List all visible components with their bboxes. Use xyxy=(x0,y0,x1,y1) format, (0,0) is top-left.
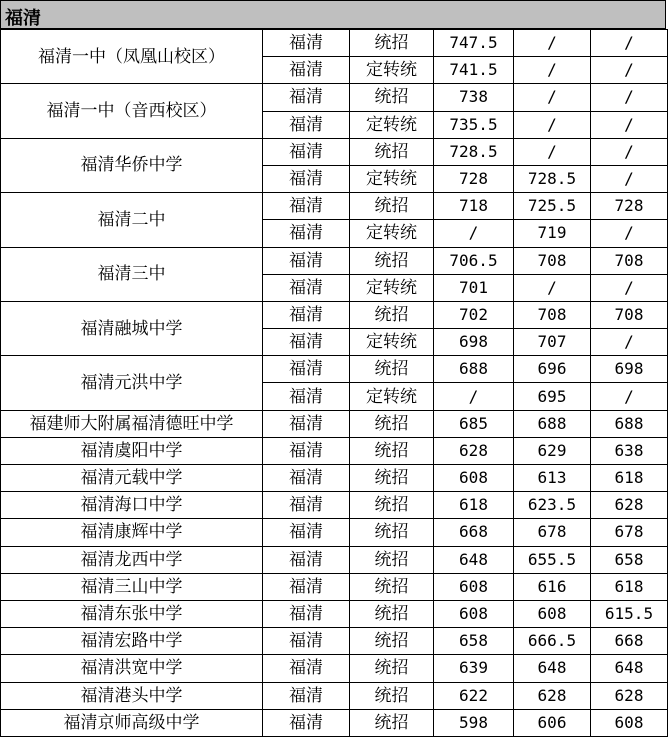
table-row xyxy=(1,628,668,655)
region-cell: 福清 xyxy=(263,383,350,410)
table-row xyxy=(1,600,668,627)
admission-type-cell: 统招 xyxy=(350,193,434,220)
score-cell-2: 719 xyxy=(514,220,591,247)
score-cell-1: 747.5 xyxy=(434,30,514,57)
score-cell-1: 718 xyxy=(434,193,514,220)
score-cell-3: 618 xyxy=(591,573,668,600)
table-row xyxy=(1,30,668,57)
score-cell-2: 616 xyxy=(514,573,591,600)
admission-type-cell: 定转统 xyxy=(350,220,434,247)
score-cell-1: 741.5 xyxy=(434,57,514,84)
score-cell-1: 608 xyxy=(434,600,514,627)
admission-type-cell: 定转统 xyxy=(350,329,434,356)
school-name: 福清海口中学 xyxy=(1,492,263,519)
admission-type-cell: 统招 xyxy=(350,247,434,274)
score-cell-3: / xyxy=(591,138,668,165)
school-name: 福清二中 xyxy=(1,193,263,247)
score-cell-1: 608 xyxy=(434,573,514,600)
section-header xyxy=(0,0,666,29)
score-cell-2: 728.5 xyxy=(514,165,591,192)
score-cell-1: 628 xyxy=(434,437,514,464)
score-cell-3: / xyxy=(591,84,668,111)
admission-type-cell: 统招 xyxy=(350,709,434,736)
region-cell: 福清 xyxy=(263,193,350,220)
score-cell-2: 666.5 xyxy=(514,628,591,655)
school-name: 福清元洪中学 xyxy=(1,356,263,410)
admission-type-cell: 定转统 xyxy=(350,383,434,410)
admission-type-cell: 统招 xyxy=(350,301,434,328)
admission-type-cell: 统招 xyxy=(350,682,434,709)
region-cell: 福清 xyxy=(263,410,350,437)
admission-type-cell: 统招 xyxy=(350,437,434,464)
score-cell-3: / xyxy=(591,329,668,356)
admission-type-cell: 统招 xyxy=(350,465,434,492)
score-cell-1: 639 xyxy=(434,655,514,682)
region-cell: 福清 xyxy=(263,519,350,546)
score-cell-3: 658 xyxy=(591,546,668,573)
school-name: 福清龙西中学 xyxy=(1,546,263,573)
admission-type-cell: 定转统 xyxy=(350,57,434,84)
score-cell-1: 728.5 xyxy=(434,138,514,165)
score-cell-1: 648 xyxy=(434,546,514,573)
score-cell-2: 606 xyxy=(514,709,591,736)
score-cell-2: 648 xyxy=(514,655,591,682)
score-cell-3: 615.5 xyxy=(591,600,668,627)
school-name: 福清元载中学 xyxy=(1,465,263,492)
admission-type-cell: 统招 xyxy=(350,356,434,383)
table-row xyxy=(1,138,668,165)
score-cell-1: 685 xyxy=(434,410,514,437)
score-cell-2: 629 xyxy=(514,437,591,464)
admission-type-cell: 统招 xyxy=(350,410,434,437)
score-cell-3: / xyxy=(591,274,668,301)
table-row xyxy=(1,546,668,573)
region-cell: 福清 xyxy=(263,628,350,655)
section-title: 福清 xyxy=(5,8,41,29)
score-cell-2: 623.5 xyxy=(514,492,591,519)
table-row xyxy=(1,247,668,274)
score-cell-2: 678 xyxy=(514,519,591,546)
school-name: 福清华侨中学 xyxy=(1,138,263,192)
table-row xyxy=(1,410,668,437)
score-cell-3: 728 xyxy=(591,193,668,220)
table-row xyxy=(1,84,668,111)
score-cell-2: 708 xyxy=(514,247,591,274)
admission-type-cell: 统招 xyxy=(350,492,434,519)
score-cell-3: / xyxy=(591,30,668,57)
table-row xyxy=(1,519,668,546)
score-cell-2: / xyxy=(514,111,591,138)
score-cell-1: 738 xyxy=(434,84,514,111)
score-cell-1: 668 xyxy=(434,519,514,546)
region-cell: 福清 xyxy=(263,655,350,682)
score-cell-3: / xyxy=(591,383,668,410)
region-cell: 福清 xyxy=(263,84,350,111)
school-name: 福清三中 xyxy=(1,247,263,301)
table-row xyxy=(1,655,668,682)
score-cell-1: 706.5 xyxy=(434,247,514,274)
region-cell: 福清 xyxy=(263,220,350,247)
score-cell-2: 725.5 xyxy=(514,193,591,220)
table-row xyxy=(1,682,668,709)
region-cell: 福清 xyxy=(263,165,350,192)
school-name: 福清洪宽中学 xyxy=(1,655,263,682)
score-cell-1: 728 xyxy=(434,165,514,192)
score-cell-3: 628 xyxy=(591,492,668,519)
table-row xyxy=(1,301,668,328)
admission-type-cell: 统招 xyxy=(350,546,434,573)
table-row xyxy=(1,465,668,492)
region-cell: 福清 xyxy=(263,600,350,627)
score-cell-3: 678 xyxy=(591,519,668,546)
region-cell: 福清 xyxy=(263,492,350,519)
school-name: 福清融城中学 xyxy=(1,301,263,355)
score-cell-1: 622 xyxy=(434,682,514,709)
score-cell-1: / xyxy=(434,383,514,410)
admission-type-cell: 定转统 xyxy=(350,111,434,138)
score-cell-2: 696 xyxy=(514,356,591,383)
admission-type-cell: 统招 xyxy=(350,573,434,600)
school-name: 福清康辉中学 xyxy=(1,519,263,546)
score-cell-3: 618 xyxy=(591,465,668,492)
admission-type-cell: 统招 xyxy=(350,655,434,682)
score-cell-2: 613 xyxy=(514,465,591,492)
admission-type-cell: 定转统 xyxy=(350,274,434,301)
score-cell-2: 688 xyxy=(514,410,591,437)
table-row xyxy=(1,356,668,383)
score-cell-2: / xyxy=(514,84,591,111)
region-cell: 福清 xyxy=(263,301,350,328)
score-cell-2: / xyxy=(514,30,591,57)
score-cell-3: 638 xyxy=(591,437,668,464)
score-cell-2: 608 xyxy=(514,600,591,627)
score-cell-3: 708 xyxy=(591,301,668,328)
score-cell-2: / xyxy=(514,138,591,165)
score-cell-3: 608 xyxy=(591,709,668,736)
admission-type-cell: 统招 xyxy=(350,138,434,165)
region-cell: 福清 xyxy=(263,437,350,464)
score-cell-3: 668 xyxy=(591,628,668,655)
table-row xyxy=(1,573,668,600)
table-row xyxy=(1,437,668,464)
region-cell: 福清 xyxy=(263,274,350,301)
score-cell-1: 735.5 xyxy=(434,111,514,138)
school-name: 福清一中（凤凰山校区） xyxy=(1,30,263,84)
admission-type-cell: 统招 xyxy=(350,84,434,111)
score-cell-3: 688 xyxy=(591,410,668,437)
score-cell-1: 701 xyxy=(434,274,514,301)
region-cell: 福清 xyxy=(263,709,350,736)
score-cell-2: 628 xyxy=(514,682,591,709)
score-cell-2: / xyxy=(514,274,591,301)
score-cell-3: 628 xyxy=(591,682,668,709)
score-cell-1: 598 xyxy=(434,709,514,736)
school-name: 福清虞阳中学 xyxy=(1,437,263,464)
region-cell: 福清 xyxy=(263,546,350,573)
region-cell: 福清 xyxy=(263,111,350,138)
region-cell: 福清 xyxy=(263,30,350,57)
admission-type-cell: 统招 xyxy=(350,600,434,627)
score-cell-1: 698 xyxy=(434,329,514,356)
score-cell-2: 708 xyxy=(514,301,591,328)
score-cell-1: 658 xyxy=(434,628,514,655)
region-cell: 福清 xyxy=(263,329,350,356)
region-cell: 福清 xyxy=(263,247,350,274)
admission-type-cell: 统招 xyxy=(350,628,434,655)
score-cell-2: / xyxy=(514,57,591,84)
table-row xyxy=(1,709,668,736)
region-cell: 福清 xyxy=(263,138,350,165)
score-cell-3: / xyxy=(591,111,668,138)
score-cell-3: 708 xyxy=(591,247,668,274)
table-row xyxy=(1,193,668,220)
score-table xyxy=(0,29,668,737)
region-cell: 福清 xyxy=(263,682,350,709)
score-cell-3: / xyxy=(591,165,668,192)
school-name: 福清东张中学 xyxy=(1,600,263,627)
score-cell-2: 695 xyxy=(514,383,591,410)
score-cell-1: 618 xyxy=(434,492,514,519)
score-cell-1: 608 xyxy=(434,465,514,492)
score-cell-1: / xyxy=(434,220,514,247)
admission-type-cell: 定转统 xyxy=(350,165,434,192)
score-cell-3: / xyxy=(591,57,668,84)
school-name: 福建师大附属福清德旺中学 xyxy=(1,410,263,437)
score-cell-3: 698 xyxy=(591,356,668,383)
school-name: 福清三山中学 xyxy=(1,573,263,600)
school-name: 福清港头中学 xyxy=(1,682,263,709)
table-row xyxy=(1,492,668,519)
score-cell-1: 702 xyxy=(434,301,514,328)
school-name: 福清一中（音西校区） xyxy=(1,84,263,138)
admission-type-cell: 统招 xyxy=(350,519,434,546)
score-cell-2: 655.5 xyxy=(514,546,591,573)
region-cell: 福清 xyxy=(263,573,350,600)
region-cell: 福清 xyxy=(263,465,350,492)
admission-type-cell: 统招 xyxy=(350,30,434,57)
region-cell: 福清 xyxy=(263,356,350,383)
score-cell-1: 688 xyxy=(434,356,514,383)
score-cell-3: / xyxy=(591,220,668,247)
score-cell-2: 707 xyxy=(514,329,591,356)
region-cell: 福清 xyxy=(263,57,350,84)
school-name: 福清京师高级中学 xyxy=(1,709,263,736)
score-cell-3: 648 xyxy=(591,655,668,682)
school-name: 福清宏路中学 xyxy=(1,628,263,655)
